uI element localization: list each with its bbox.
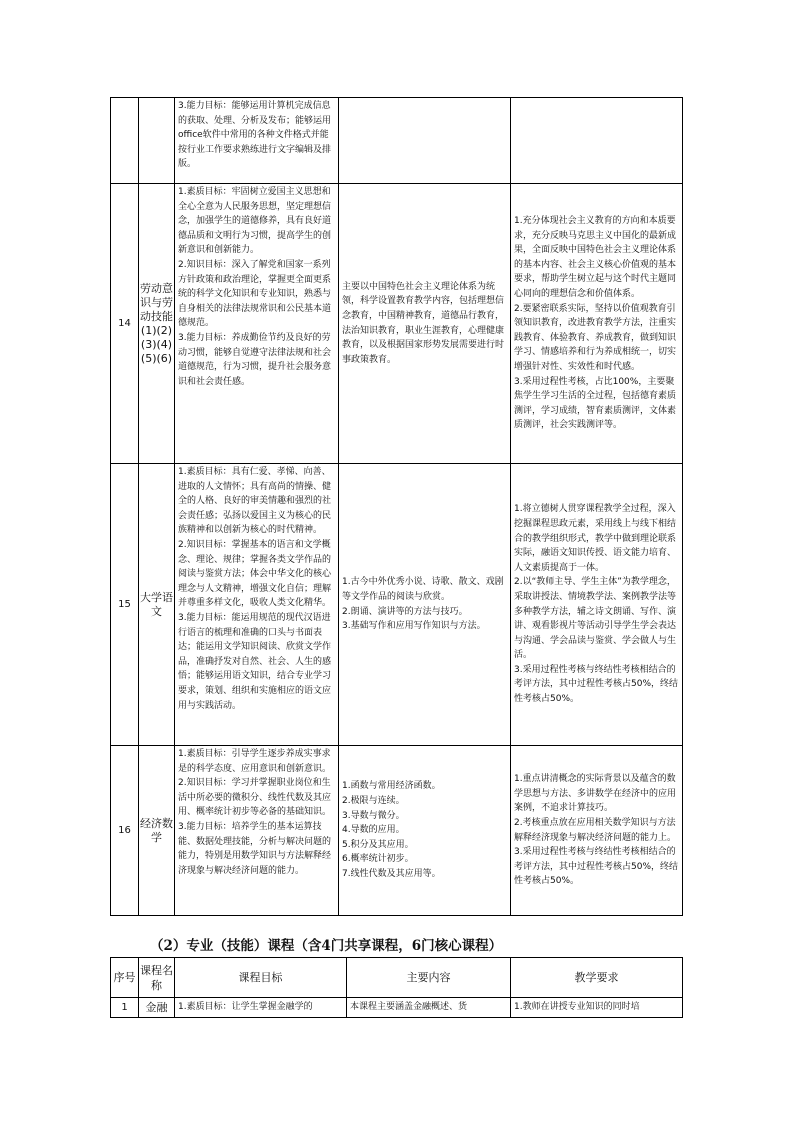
requirements-cell [511, 98, 683, 184]
cell-paragraph: 7.线性代数及其应用等。 [342, 868, 441, 879]
cell-paragraph: 3.导数与微分。 [342, 810, 405, 821]
course-name: 劳动意识与劳动技能(1)(2)(3)(4)(5)(6) [139, 184, 175, 464]
requirements-cell [511, 746, 683, 916]
content-cell [339, 98, 511, 184]
content-cell [339, 746, 511, 916]
cell-paragraph: 4.导数的应用。 [342, 825, 405, 836]
cell-paragraph: 2.知识目标：学习并掌握职业岗位和生活中所必要的微积分、线性代数及其应用、概率统计初步等必备的基础知识。 [178, 778, 332, 818]
cell-paragraph: 3.采用过程性考核与终结性考核相结合的考评方法，其中过程性考核占50%，终结性考核占50%。 [514, 847, 679, 887]
cell-paragraph: 2.知识目标：掌握基本的语言和文学概念、理论、规律；掌握各类文学作品的阅读与鉴赏方法；体会中华文化的核心理念与人文精神，增强文化自信；理解并尊重多样文化，吸收人类文化精华。 [178, 539, 332, 609]
course-name: 经济数学 [139, 746, 175, 916]
table-row [111, 184, 683, 464]
requirements-cell [511, 184, 683, 464]
content-cell [339, 184, 511, 464]
cell-paragraph: 1.素质目标：牢固树立爱国主义思想和全心全意为人民服务思想，坚定理想信念，加强学生的道德修养，具有良好道德品质和文明行为习惯，提高学生的创新意识和创新能力。 [178, 187, 332, 256]
cell-paragraph: 1.重点讲清概念的实际背景以及蕴含的数学思想与方法、多讲数学在经济中的应用案例，不追求计算技巧。 [514, 774, 677, 814]
cell-paragraph: 主要以中国特色社会主义理论体系为统领，科学设置教育教学内容，包括理想信念教育，中国精神教育，道德品行教育，法治知识教育，职业生涯教育，心理健康教育，以及根据国家形势发展需要进行时事政策教育。 [342, 281, 505, 365]
cell-paragraph: 2.以“教师主导、学生主体”为教学理念，采取讲授法、情境教学法、案例教学法等多种教学方法，辅之诗文朗诵、写作、演讲、观看影视片等活动引导学生学会表达与沟通、学会品读与鉴赏、学会做人与生活。 [514, 577, 677, 661]
cell-paragraph: 1.素质目标：具有仁爱、孝悌、向善、进取的人文情怀；具有高尚的情操、健全的人格、良好的审美情趣和强烈的社会责任感；弘扬以爱国主义为核心的民族精神和以创新为核心的时代精神。 [178, 467, 332, 536]
cell-paragraph: 2.要紧密联系实际，坚持以价值观教育引领知识教育，改进教育教学方法，注重实践教育、体验教育、养成教育，做到知识学习、情感培养和行为养成相统一，切实增强针对性、实效性和时代感。 [514, 303, 677, 372]
professional-courses-table [110, 957, 683, 1018]
table-row [111, 998, 683, 1018]
content-cell [339, 464, 511, 746]
cell-paragraph: 3.能力目标：培养学生的基本运算技能、数据处理技能，分析与解决问题的能力，特别是用数学知识与方法解释经济现象与解决经济问题的能力。 [178, 821, 332, 876]
header-content: 主要内容 [347, 958, 511, 998]
cell-paragraph: 1.将立德树人贯穿课程教学全过程，深入挖掘课程思政元素，采用线上与线下相结合的教学组织形式，教学中做到理论联系实际，融语文知识传授、语文能力培育、人文素质提高于一体。 [514, 504, 677, 573]
cell-paragraph: 3.基础写作和应用写作知识与方法。 [342, 621, 486, 632]
course-number: 15 [111, 464, 139, 746]
section-title: （2）专业（技能）课程（含4门共享课程，6门核心课程） [150, 938, 503, 954]
cell-paragraph: 2.知识目标：深入了解党和国家一系列方针政策和政治理论，掌握更全面更系统的科学文化知识和专业知识，熟悉与自身相关的法律法规常识和公民基本道德规范。 [178, 259, 332, 329]
header-name: 课程名称 [139, 958, 175, 998]
cell-paragraph: 3.能力目标：养成勤俭节约及良好的劳动习惯，能够自觉遵守法律法规和社会道德规范，行为习惯，提升社会服务意识和社会责任感。 [178, 332, 332, 387]
goals-cell [175, 98, 339, 184]
requirements-cell [511, 464, 683, 746]
goals-cell [175, 184, 339, 464]
table-row [111, 464, 683, 746]
course-number: 1 [111, 998, 139, 1018]
cell-paragraph: 5.积分及其应用。 [342, 839, 414, 850]
goals-cell [175, 464, 339, 746]
requirements-cell: 1.教师在讲授专业知识的同时培 [511, 998, 683, 1018]
cell-paragraph: 3.能力目标：能够运用计算机完成信息的获取、处理、分析及发布；能够运用office软件中常用的各种文件格式并能按行业工作要求熟练进行文字编辑及排版。 [178, 101, 332, 170]
cell-paragraph: 1.函数与常用经济函数。 [342, 781, 441, 792]
cell-paragraph: 2.朗诵、演讲等的方法与技巧。 [342, 606, 468, 617]
cell-paragraph: 1.充分体现社会主义教育的方向和本质要求，充分反映马克思主义中国化的最新成果，全面反映中国特色社会主义理论体系的基本内容、社会主义核心价值观的基本要求，帮助学生树立起与这个时代主题同心同向的理想信念和价值体系。 [514, 216, 677, 300]
header-requirements: 教学要求 [511, 958, 683, 998]
table-header-row [111, 958, 683, 998]
cell-paragraph: 3.采用过程性考核，占比100%，主要聚焦学生学习生活的全过程，包括德育素质测评，学习成绩，智育素质测评，文体素质测评，社会实践测评等。 [514, 376, 677, 431]
cell-paragraph: 2.极限与连续。 [342, 796, 405, 807]
goals-cell [175, 746, 339, 916]
cell-paragraph: 6.概率统计初步。 [342, 854, 414, 865]
course-name: 金融 [139, 998, 175, 1018]
course-number: 14 [111, 184, 139, 464]
course-number: 16 [111, 746, 139, 916]
cell-paragraph: 2.考核重点放在应用相关数学知识与方法解释经济现象与解决经济问题的能力上。 [514, 817, 677, 843]
content-cell: 本课程主要涵盖金融概述、货 [347, 998, 511, 1018]
table-row [111, 98, 683, 184]
cell-paragraph: 1.素质目标：引导学生逐步养成实事求是的科学态度、应用意识和创新意识。 [178, 749, 332, 774]
cell-paragraph: 3.能力目标：能运用规范的现代汉语进行语言的梳理和准确的口头与书面表达；能运用文学知识阅读、欣赏文学作品，准确抒发对自然、社会、人生的感悟；能够运用语文知识，结合专业学习要求，策划、组织和实施相应的语文应用与实践活动。 [178, 612, 332, 711]
course-name: 大学语文 [139, 464, 175, 746]
header-goals: 课程目标 [175, 958, 347, 998]
cell-paragraph: 1.古今中外优秀小说、诗歌、散文、戏剧等文学作品的阅读与欣赏。 [342, 577, 504, 602]
cell-paragraph: 3.采用过程性考核与终结性考核相结合的考评方法，其中过程性考核占50%，终结性考核占50%。 [514, 664, 679, 705]
table-row [111, 746, 683, 916]
header-num: 序号 [111, 958, 139, 998]
goals-cell: 1.素质目标：让学生掌握金融学的 [175, 998, 347, 1018]
general-courses-table [110, 97, 683, 916]
